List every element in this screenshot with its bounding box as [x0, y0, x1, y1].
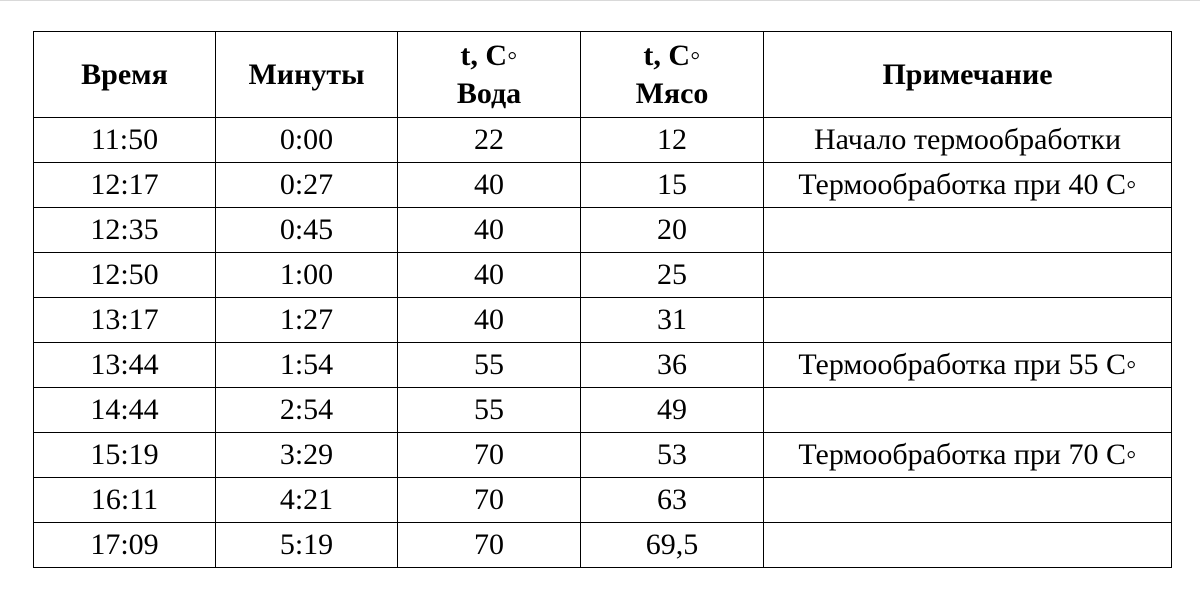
cell-note: Термообработка при 40 С◦	[764, 163, 1172, 208]
header-meat-temp: t, С◦ Мясо	[581, 32, 764, 118]
table-row	[34, 523, 1172, 568]
cell-time: 17:09	[34, 523, 216, 568]
cell-water-temp: 40	[398, 163, 581, 208]
cell-minutes: 1:27	[216, 298, 398, 343]
cell-time: 13:17	[34, 298, 216, 343]
table-row	[34, 343, 1172, 388]
table-row	[34, 253, 1172, 298]
cell-water-temp: 55	[398, 388, 581, 433]
cell-minutes: 1:00	[216, 253, 398, 298]
cell-meat-temp: 20	[581, 208, 764, 253]
cell-meat-temp: 31	[581, 298, 764, 343]
cell-note	[764, 208, 1172, 253]
cell-note: Начало термообработки	[764, 118, 1172, 163]
cell-minutes: 0:27	[216, 163, 398, 208]
cell-meat-temp: 12	[581, 118, 764, 163]
cell-time: 12:50	[34, 253, 216, 298]
table-row	[34, 298, 1172, 343]
cell-minutes: 5:19	[216, 523, 398, 568]
cell-note	[764, 298, 1172, 343]
cell-meat-temp: 49	[581, 388, 764, 433]
cell-note	[764, 388, 1172, 433]
cell-meat-temp: 15	[581, 163, 764, 208]
cell-minutes: 3:29	[216, 433, 398, 478]
cell-water-temp: 70	[398, 523, 581, 568]
header-minutes: Минуты	[216, 32, 398, 118]
cell-time: 12:35	[34, 208, 216, 253]
cell-meat-temp: 69,5	[581, 523, 764, 568]
cell-minutes: 0:45	[216, 208, 398, 253]
cell-time: 11:50	[34, 118, 216, 163]
cell-water-temp: 22	[398, 118, 581, 163]
cell-time: 13:44	[34, 343, 216, 388]
cell-time: 12:17	[34, 163, 216, 208]
header-note: Примечание	[764, 32, 1172, 118]
cell-note: Термообработка при 70 С◦	[764, 433, 1172, 478]
table-row	[34, 163, 1172, 208]
table-row	[34, 208, 1172, 253]
cell-meat-temp: 25	[581, 253, 764, 298]
cell-note	[764, 253, 1172, 298]
cell-water-temp: 40	[398, 208, 581, 253]
cell-water-temp: 70	[398, 478, 581, 523]
cell-minutes: 4:21	[216, 478, 398, 523]
table-row	[34, 388, 1172, 433]
cell-time: 14:44	[34, 388, 216, 433]
cell-minutes: 2:54	[216, 388, 398, 433]
measurements-table	[33, 31, 1172, 568]
cell-minutes: 0:00	[216, 118, 398, 163]
cell-note	[764, 478, 1172, 523]
table-body	[34, 118, 1172, 568]
cell-time: 16:11	[34, 478, 216, 523]
cell-note: Термообработка при 55 С◦	[764, 343, 1172, 388]
cell-meat-temp: 63	[581, 478, 764, 523]
cell-water-temp: 40	[398, 298, 581, 343]
cell-meat-temp: 36	[581, 343, 764, 388]
header-row	[34, 32, 1172, 118]
header-water-temp: t, С◦ Вода	[398, 32, 581, 118]
cell-water-temp: 70	[398, 433, 581, 478]
header-time: Время	[34, 32, 216, 118]
cell-water-temp: 55	[398, 343, 581, 388]
table-row	[34, 433, 1172, 478]
cell-minutes: 1:54	[216, 343, 398, 388]
cell-meat-temp: 53	[581, 433, 764, 478]
cell-water-temp: 40	[398, 253, 581, 298]
table-row	[34, 478, 1172, 523]
cell-note	[764, 523, 1172, 568]
table-row	[34, 118, 1172, 163]
top-divider	[0, 0, 1200, 1]
cell-time: 15:19	[34, 433, 216, 478]
